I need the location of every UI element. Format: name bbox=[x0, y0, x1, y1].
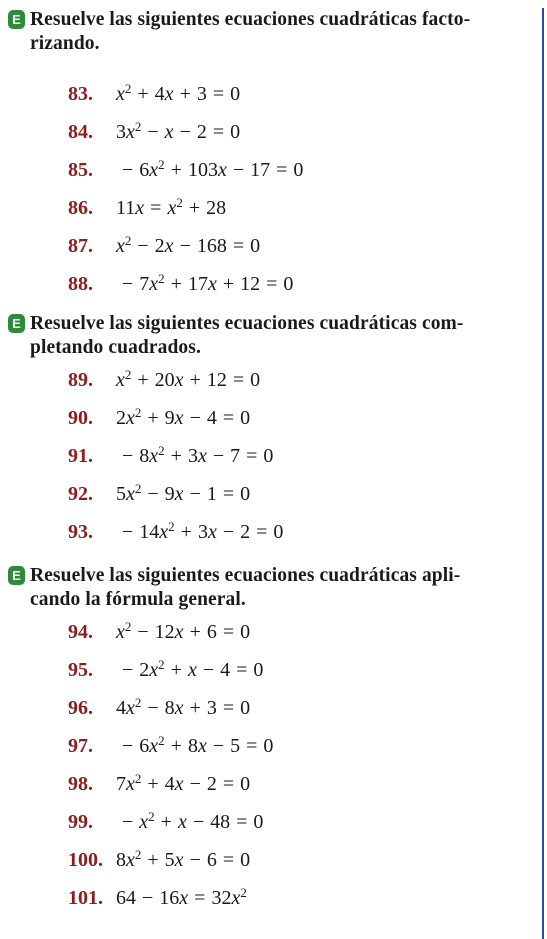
section-instruction bbox=[0, 564, 547, 612]
exercise-item bbox=[0, 842, 547, 880]
exercise-number: 94. bbox=[68, 621, 93, 643]
instruction-line-1: Resuelve las siguientes ecuaciones cuadráticas apli- bbox=[30, 565, 461, 586]
exercise-item bbox=[0, 614, 547, 652]
section-instruction bbox=[0, 312, 547, 360]
exercise-equation: $64 - 16x = 32x^2$ bbox=[116, 885, 247, 909]
exercise-item bbox=[0, 228, 547, 266]
exercise-equation: − $2x^2 + x - 4 = 0$ bbox=[122, 657, 264, 681]
exercise-item bbox=[0, 400, 547, 438]
instruction-line-1: Resuelve las siguientes ecuaciones cuadráticas facto- bbox=[30, 9, 471, 30]
exercise-number: 89. bbox=[68, 369, 93, 391]
exercise-number: 87. bbox=[68, 235, 93, 257]
exercise-number: 91. bbox=[68, 445, 93, 467]
exercise-equation: $4x^2 - 8x + 3 = 0$ bbox=[116, 695, 251, 719]
exercise-number: 101. bbox=[68, 887, 103, 909]
exercise-equation: $2x^2 + 9x - 4 = 0$ bbox=[116, 405, 251, 429]
instruction-line-2: cando la fórmula general. bbox=[30, 589, 246, 610]
exercise-type-badge: E bbox=[8, 314, 25, 333]
exercise-number: 96. bbox=[68, 697, 93, 719]
exercise-equation: − $6x^2 + 103x - 17 = 0$ bbox=[122, 157, 304, 181]
exercise-item bbox=[0, 152, 547, 190]
exercise-number: 100. bbox=[68, 849, 103, 871]
exercise-number: 84. bbox=[68, 121, 93, 143]
exercise-item bbox=[0, 476, 547, 514]
exercise-item bbox=[0, 880, 547, 918]
exercise-number: 88. bbox=[68, 273, 93, 295]
exercise-item bbox=[0, 514, 547, 552]
section-factoring bbox=[0, 8, 547, 304]
instruction-line-2: rizando. bbox=[30, 33, 100, 54]
exercise-item bbox=[0, 438, 547, 476]
section-completing-square bbox=[0, 312, 547, 552]
exercise-number: 90. bbox=[68, 407, 93, 429]
exercise-item bbox=[0, 362, 547, 400]
exercise-number: 83. bbox=[68, 83, 93, 105]
exercise-item bbox=[0, 114, 547, 152]
exercise-equation: − $8x^2 + 3x - 7 = 0$ bbox=[122, 443, 274, 467]
exercise-number: 95. bbox=[68, 659, 93, 681]
exercise-item bbox=[0, 190, 547, 228]
exercise-equation: − $14x^2 + 3x - 2 = 0$ bbox=[122, 519, 284, 543]
exercise-number: 97. bbox=[68, 735, 93, 757]
exercise-equation: − $x^2 + x - 48 = 0$ bbox=[122, 809, 264, 833]
exercise-number: 98. bbox=[68, 773, 93, 795]
exercise-number: 99. bbox=[68, 811, 93, 833]
exercise-item bbox=[0, 76, 547, 114]
section-instruction bbox=[0, 8, 547, 56]
instruction-line-2: pletando cuadrados. bbox=[30, 337, 201, 358]
exercise-type-badge: E bbox=[8, 10, 25, 29]
instruction-line-1: Resuelve las siguientes ecuaciones cuadráticas com- bbox=[30, 313, 464, 334]
exercise-equation: $x^2 + 20x + 12 = 0$ bbox=[116, 367, 261, 391]
exercise-equation: − $7x^2 + 17x + 12 = 0$ bbox=[122, 271, 294, 295]
exercise-equation: $7x^2 + 4x - 2 = 0$ bbox=[116, 771, 251, 795]
exercise-item bbox=[0, 652, 547, 690]
exercise-number: 92. bbox=[68, 483, 93, 505]
exercise-equation: $3x^2 - x - 2 = 0$ bbox=[116, 119, 241, 143]
exercise-equation: $11x = x^2 + 28$ bbox=[116, 195, 227, 219]
exercise-equation: $8x^2 + 5x - 6 = 0$ bbox=[116, 847, 251, 871]
exercise-equation: $5x^2 - 9x - 1 = 0$ bbox=[116, 481, 251, 505]
exercise-item bbox=[0, 266, 547, 304]
exercise-equation: $x^2 - 2x - 168 = 0$ bbox=[116, 233, 261, 257]
exercise-number: 93. bbox=[68, 521, 93, 543]
exercise-item bbox=[0, 690, 547, 728]
exercise-item bbox=[0, 728, 547, 766]
exercise-number: 85. bbox=[68, 159, 93, 181]
exercise-equation: $x^2 - 12x + 6 = 0$ bbox=[116, 619, 251, 643]
exercise-type-badge: E bbox=[8, 566, 25, 585]
exercise-equation: − $6x^2 + 8x - 5 = 0$ bbox=[122, 733, 274, 757]
exercise-equation: $x^2 + 4x + 3 = 0$ bbox=[116, 81, 241, 105]
exercise-item bbox=[0, 804, 547, 842]
exercise-number: 86. bbox=[68, 197, 93, 219]
exercise-item bbox=[0, 766, 547, 804]
section-quadratic-formula bbox=[0, 564, 547, 918]
